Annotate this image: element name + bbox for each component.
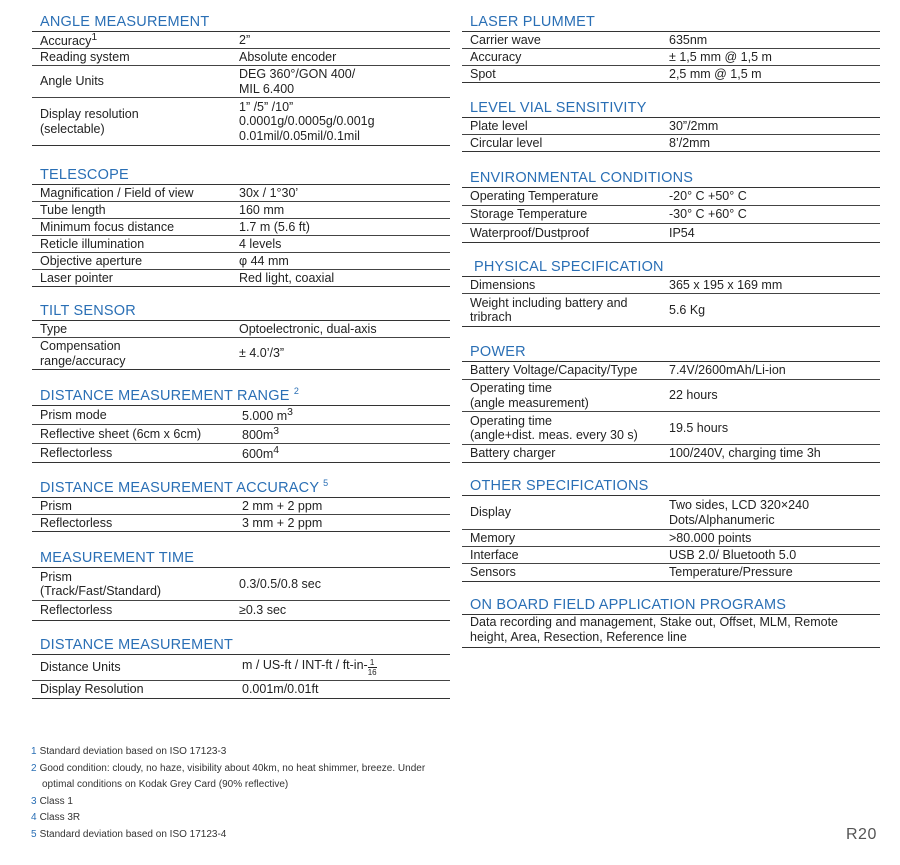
row-label: Storage Temperature bbox=[470, 207, 588, 222]
table-row bbox=[32, 185, 450, 202]
measurement-time-section bbox=[32, 549, 450, 621]
row-label: Reflectorless bbox=[40, 445, 113, 460]
row-label: Prism mode bbox=[40, 407, 107, 422]
distance-range-section bbox=[32, 387, 450, 463]
footnotes bbox=[31, 744, 425, 844]
row-value: 1.7 m (5.6 ft) bbox=[239, 219, 310, 234]
row-label: Operating Temperature bbox=[470, 189, 599, 204]
row-label: Prism bbox=[40, 498, 72, 513]
row-label: Accuracy bbox=[40, 34, 92, 49]
row-label: Dimensions bbox=[470, 277, 536, 292]
row-label: Display Resolution bbox=[40, 682, 144, 697]
table-row bbox=[32, 338, 450, 370]
row-label: Display resolution (selectable) bbox=[40, 107, 139, 136]
table-row bbox=[462, 188, 880, 206]
spec-table bbox=[32, 654, 450, 699]
footnote-continuation: optimal conditions on Kodak Grey Card (90% reflective) bbox=[42, 779, 289, 791]
row-value: 22 hours bbox=[669, 388, 718, 403]
row-label: Circular level bbox=[470, 135, 543, 150]
row-value: $800m^3$ bbox=[242, 426, 280, 443]
section-title: PHYSICAL SPECIFICATION bbox=[474, 259, 664, 275]
row-label: Battery Voltage/Capacity/Type bbox=[470, 363, 638, 378]
row-value: 2,5 mm @ 1,5 m bbox=[669, 66, 762, 81]
table-row bbox=[32, 655, 450, 681]
table-row bbox=[32, 32, 450, 49]
table-row bbox=[462, 66, 880, 83]
row-value: 7.4V/2600mAh/Li-ion bbox=[669, 363, 786, 378]
footnote: 2 Good condition: cloudy, no haze, visibility about 40km, no heat shimmer, breeze. Under bbox=[31, 762, 426, 774]
telescope-section bbox=[32, 166, 450, 287]
table-row bbox=[462, 224, 880, 243]
footnote-ref: 2 bbox=[293, 386, 300, 397]
spec-table bbox=[32, 184, 450, 287]
row-value: 100/240V, charging time 3h bbox=[669, 446, 821, 461]
table-row bbox=[32, 270, 450, 287]
section-title: POWER bbox=[470, 344, 526, 360]
table-row bbox=[462, 362, 880, 380]
level-vial-section bbox=[462, 99, 880, 152]
table-row bbox=[462, 135, 880, 152]
row-label: Memory bbox=[470, 530, 516, 545]
programs-list: Data recording and management, Stake out, Offset, MLM, Remote height, Area, Resection, Reference line bbox=[462, 615, 880, 648]
table-row bbox=[462, 380, 880, 412]
section-title: ANGLE MEASUREMENT bbox=[40, 14, 210, 30]
row-value: $600m^4$ bbox=[242, 445, 280, 462]
row-value: Optoelectronic, dual-axis bbox=[239, 321, 377, 336]
row-label: Display bbox=[470, 505, 511, 520]
table-row bbox=[462, 412, 880, 445]
table-row bbox=[462, 445, 880, 463]
table-row bbox=[32, 444, 450, 463]
row-label: Reflective sheet (6cm x 6cm) bbox=[40, 426, 202, 441]
row-label: Battery charger bbox=[470, 446, 556, 461]
spec-table bbox=[462, 31, 880, 83]
row-value: USB 2.0/ Bluetooth 5.0 bbox=[669, 547, 797, 562]
row-label: Tube length bbox=[40, 202, 106, 217]
row-label: Sensors bbox=[470, 565, 516, 580]
footnote: 1 Standard deviation based on ISO 17123-3 bbox=[31, 746, 227, 757]
row-label: Magnification / Field of view bbox=[40, 185, 194, 200]
section-title: TELESCOPE bbox=[40, 167, 129, 183]
table-row bbox=[32, 66, 450, 98]
row-value: IP54 bbox=[669, 225, 695, 240]
laser-plummet-section bbox=[462, 13, 880, 83]
section-title: ON BOARD FIELD APPLICATION PROGRAMS bbox=[470, 597, 787, 613]
table-row bbox=[462, 277, 880, 294]
environmental-section bbox=[462, 169, 880, 243]
row-value: 3 mm + 2 ppm bbox=[242, 515, 323, 530]
fraction: $\frac{1}{16}$ bbox=[367, 658, 377, 677]
page-number: R20 bbox=[846, 826, 877, 843]
table-row bbox=[462, 206, 880, 224]
row-label: Compensation range/accuracy bbox=[40, 339, 126, 368]
footnote-ref: 5 bbox=[323, 478, 329, 489]
table-row bbox=[32, 321, 450, 338]
row-value: 5.000 $m^3$ bbox=[242, 407, 293, 424]
row-label: Weight including battery and tribrach bbox=[470, 295, 628, 324]
row-value: 635nm bbox=[669, 32, 708, 47]
spec-table bbox=[32, 320, 450, 370]
footnote: 3 Class 1 bbox=[31, 795, 73, 807]
table-row bbox=[32, 406, 450, 425]
table-row bbox=[462, 49, 880, 66]
table-row bbox=[462, 564, 880, 582]
table-row bbox=[32, 219, 450, 236]
row-value: 5.6 Kg bbox=[669, 302, 706, 317]
row-label: Accuracy bbox=[470, 49, 522, 64]
row-label: Reading system bbox=[40, 49, 130, 64]
table-row bbox=[32, 515, 450, 532]
table-row bbox=[462, 118, 880, 135]
row-value: 2” bbox=[239, 32, 251, 47]
row-value: Temperature/Pressure bbox=[669, 565, 793, 580]
table-row bbox=[32, 98, 450, 146]
row-label: Spot bbox=[470, 66, 496, 81]
distance-accuracy-section bbox=[32, 479, 450, 532]
row-label: Angle Units bbox=[40, 74, 104, 89]
section-title: OTHER SPECIFICATIONS bbox=[470, 478, 649, 494]
table-row bbox=[32, 498, 450, 515]
row-value: Absolute encoder bbox=[239, 49, 337, 64]
row-label: Objective aperture bbox=[40, 253, 143, 268]
programs-section bbox=[462, 596, 880, 648]
row-label: Prism (Track/Fast/Standard) bbox=[40, 569, 162, 598]
section-title: DISTANCE MEASUREMENT RANGE $^2$ bbox=[40, 386, 300, 404]
section-title: TILT SENSOR bbox=[40, 303, 136, 319]
row-value: 30x / 1°30’ bbox=[239, 185, 299, 200]
physical-section bbox=[462, 258, 880, 327]
row-value: 2 mm + 2 ppm bbox=[242, 498, 323, 513]
row-value: 0.3/0.5/0.8 sec bbox=[239, 576, 322, 591]
footnote: 5 Standard deviation based on ISO 17123-4 bbox=[31, 828, 227, 840]
spec-table bbox=[462, 361, 880, 463]
table-row bbox=[32, 601, 450, 621]
angle-measurement-section bbox=[32, 13, 450, 146]
row-value: 4 levels bbox=[239, 236, 282, 251]
row-label: Plate level bbox=[470, 118, 528, 133]
footnote: 4 Class 3R bbox=[31, 812, 81, 824]
table-row bbox=[462, 496, 880, 530]
footnote-ref: 1 bbox=[91, 32, 98, 44]
spec-table bbox=[32, 31, 450, 146]
table-row bbox=[32, 202, 450, 219]
row-value: m / US-ft / INT-ft / ft-in- $\frac{1}{16}$ bbox=[242, 658, 377, 677]
table-row bbox=[32, 681, 450, 699]
row-value: Two sides, LCD 320×240 Dots/Alphanumeric bbox=[669, 498, 810, 527]
table-row bbox=[462, 32, 880, 49]
row-label: Operating time (angle measurement) bbox=[470, 381, 589, 410]
spec-table bbox=[462, 614, 880, 648]
row-label: Reflectorless bbox=[40, 515, 113, 530]
power-section bbox=[462, 343, 880, 463]
row-value: 1” /5” /10” 0.0001g/0.0005g/0.001g 0.01mil/0.05mil/0.1mil bbox=[239, 99, 375, 143]
row-value: Red light, coaxial bbox=[239, 270, 335, 285]
row-value: 8’/2mm bbox=[669, 135, 710, 150]
spec-table bbox=[32, 497, 450, 532]
row-value: >80.000 points bbox=[669, 530, 752, 545]
table-row bbox=[462, 547, 880, 564]
spec-table bbox=[32, 567, 450, 621]
section-title: LEVEL VIAL SENSITIVITY bbox=[470, 100, 647, 116]
row-value: ± 4.0’/3” bbox=[239, 346, 285, 361]
tilt-sensor-section bbox=[32, 302, 450, 370]
table-row bbox=[32, 568, 450, 601]
row-value: 19.5 hours bbox=[669, 420, 729, 435]
row-label: Laser pointer bbox=[40, 270, 113, 285]
row-value: 0.001m/0.01ft bbox=[242, 682, 319, 697]
distance-measurement-section bbox=[32, 636, 450, 699]
spec-table bbox=[462, 495, 880, 582]
table-row bbox=[32, 253, 450, 270]
section-title: DISTANCE MEASUREMENT ACCURACY $^5$ bbox=[40, 478, 329, 496]
row-value: DEG 360°/GON 400/ MIL 6.400 bbox=[239, 67, 356, 96]
row-label: Reticle illumination bbox=[40, 236, 145, 251]
row-label: Operating time (angle+dist. meas. every 30 s) bbox=[470, 413, 638, 442]
row-value: 30”/2mm bbox=[669, 118, 719, 133]
section-title: LASER PLUMMET bbox=[470, 14, 596, 30]
row-label: Interface bbox=[470, 547, 519, 562]
table-row bbox=[32, 49, 450, 66]
row-label: Distance Units bbox=[40, 660, 121, 675]
spec-table bbox=[462, 276, 880, 327]
row-label: Type bbox=[40, 321, 68, 336]
row-label: Waterproof/Dustproof bbox=[470, 225, 590, 240]
spec-table bbox=[32, 405, 450, 463]
section-title: MEASUREMENT TIME bbox=[40, 550, 195, 566]
row-value: φ 44 mm bbox=[239, 253, 289, 268]
row-label: Carrier wave bbox=[470, 32, 541, 47]
table-row bbox=[32, 236, 450, 253]
table-row bbox=[462, 294, 880, 327]
spec-table bbox=[462, 187, 880, 243]
row-value: ≥0.3 sec bbox=[239, 603, 287, 618]
row-value: ± 1,5 mm @ 1,5 m bbox=[669, 49, 772, 64]
section-title: DISTANCE MEASUREMENT bbox=[40, 637, 234, 653]
table-row bbox=[32, 425, 450, 444]
row-label: Reflectorless bbox=[40, 603, 113, 618]
other-specs-section bbox=[462, 477, 880, 582]
row-value: 160 mm bbox=[239, 202, 285, 217]
row-value: 365 x 195 x 169 mm bbox=[669, 277, 783, 292]
row-value: -20° C +50° C bbox=[669, 189, 747, 204]
table-row bbox=[462, 530, 880, 547]
row-value: -30° C +60° C bbox=[669, 207, 747, 222]
section-title: ENVIRONMENTAL CONDITIONS bbox=[470, 170, 694, 186]
spec-table bbox=[462, 117, 880, 152]
row-label: Minimum focus distance bbox=[40, 219, 175, 234]
